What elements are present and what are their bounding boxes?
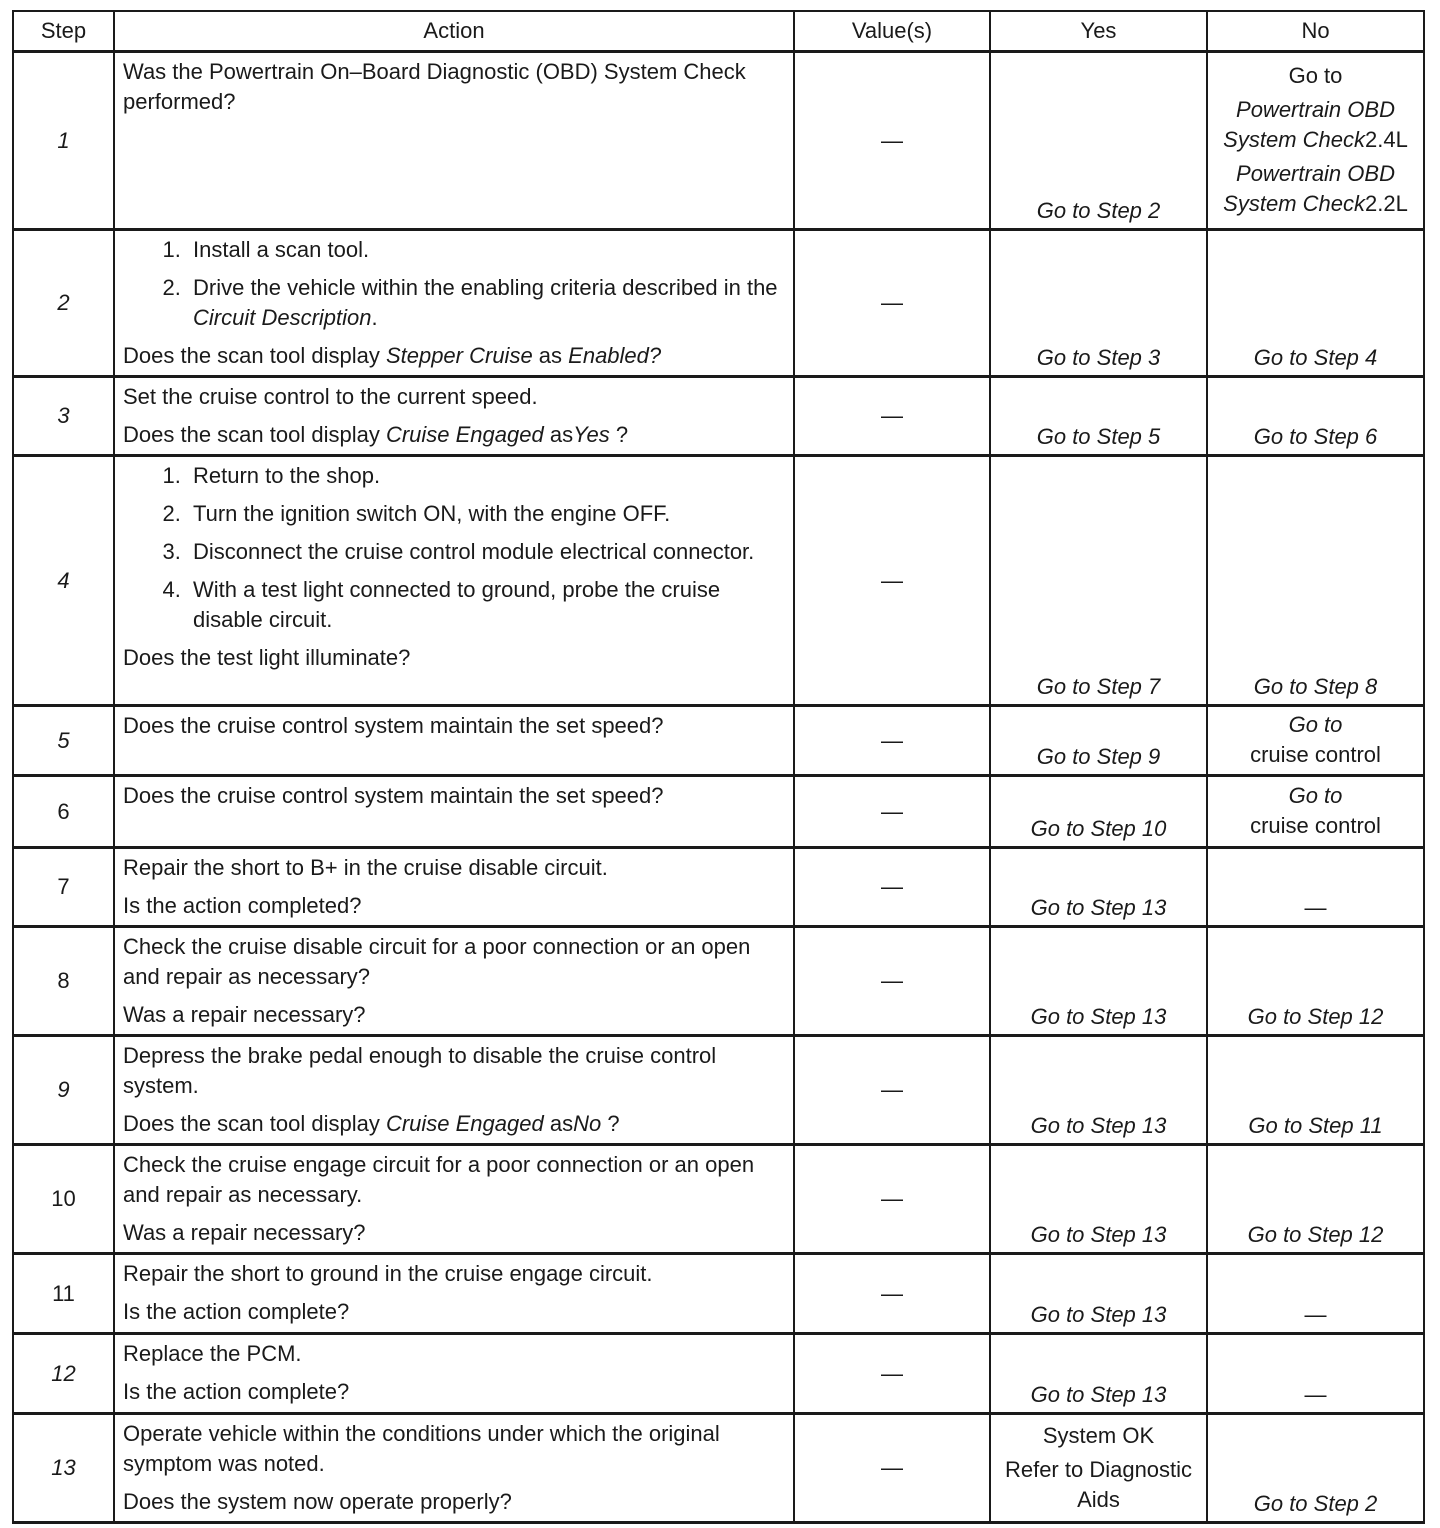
- no-cell: —: [1207, 848, 1424, 927]
- value-cell: —: [794, 1254, 990, 1334]
- action-step: 1. Install a scan tool.: [187, 235, 787, 265]
- action-line: Operate vehicle within the conditions under which the original symptom was noted.: [123, 1421, 720, 1476]
- action-cell: [114, 927, 794, 1036]
- no-cell[interactable]: Go to Step 8: [1207, 456, 1424, 706]
- table-row: [13, 927, 1424, 1036]
- value-cell: —: [794, 1145, 990, 1254]
- action-cell: [114, 1036, 794, 1145]
- action-question: Was a repair necessary?: [123, 1002, 366, 1027]
- table-row: [13, 848, 1424, 927]
- value-cell: —: [794, 776, 990, 848]
- yes-cell[interactable]: Go to Step 10: [990, 776, 1207, 848]
- no-cell[interactable]: [1207, 776, 1424, 848]
- action-question: Does the cruise control system maintain the set speed?: [123, 713, 664, 738]
- table-row: [13, 456, 1424, 706]
- action-question: Does the scan tool display Cruise Engaged asYes ?: [123, 422, 629, 447]
- header-yes: Yes: [990, 11, 1207, 52]
- step-number: 2: [13, 230, 114, 377]
- yes-cell[interactable]: Go to Step 3: [990, 230, 1207, 377]
- no-cell[interactable]: Go to Step 12: [1207, 1145, 1424, 1254]
- action-question: Is the action complete?: [123, 1379, 350, 1404]
- no-cell[interactable]: Go to Step 12: [1207, 927, 1424, 1036]
- no-cell: —: [1207, 1254, 1424, 1334]
- table-row: [13, 52, 1424, 230]
- table-row: [13, 776, 1424, 848]
- diagnostic-table: [12, 10, 1425, 1524]
- step-number: 3: [13, 377, 114, 456]
- action-steps: [123, 461, 787, 635]
- no-link-cruise-control[interactable]: cruise control: [1250, 741, 1381, 767]
- step-number: 13: [13, 1414, 114, 1523]
- no-cell[interactable]: Go to Step 11: [1207, 1036, 1424, 1145]
- step-number: 6: [13, 776, 114, 848]
- table-row: [13, 1036, 1424, 1145]
- action-line: Check the cruise disable circuit for a poor connection or an open and repair as necessary?: [123, 934, 751, 989]
- no-cell[interactable]: [1207, 706, 1424, 776]
- step-number: 10: [13, 1145, 114, 1254]
- value-cell: —: [794, 377, 990, 456]
- action-line: Repair the short to ground in the cruise engage circuit.: [123, 1261, 653, 1286]
- header-values: Value(s): [794, 11, 990, 52]
- table-row: [13, 230, 1424, 377]
- value-cell: —: [794, 1414, 990, 1523]
- action-cell: [114, 230, 794, 377]
- header-action: Action: [114, 11, 794, 52]
- header-row: [13, 11, 1424, 52]
- action-cell: [114, 776, 794, 848]
- no-link-obd-22[interactable]: Powertrain OBD System Check2.2L: [1223, 160, 1408, 216]
- yes-cell[interactable]: Go to Step 13: [990, 1036, 1207, 1145]
- action-step: 1. Return to the shop.: [187, 461, 787, 491]
- no-go-to: Go to: [1288, 782, 1343, 808]
- action-line: Check the cruise engage circuit for a poor connection or an open and repair as necessary.: [123, 1152, 755, 1207]
- no-go-to: Go to: [1288, 711, 1343, 737]
- yes-cell[interactable]: Go to Step 5: [990, 377, 1207, 456]
- step-number: 8: [13, 927, 114, 1036]
- table-row: [13, 1145, 1424, 1254]
- value-cell: —: [794, 1036, 990, 1145]
- no-go-to: Go to: [1288, 62, 1343, 88]
- value-cell: —: [794, 1334, 990, 1414]
- action-line: Repair the short to B+ in the cruise disable circuit.: [123, 855, 608, 880]
- table-row: [13, 377, 1424, 456]
- action-line: Replace the PCM.: [123, 1341, 302, 1366]
- action-cell: [114, 377, 794, 456]
- step-number: 4: [13, 456, 114, 706]
- action-question: Does the test light illuminate?: [123, 645, 411, 670]
- yes-cell[interactable]: Go to Step 9: [990, 706, 1207, 776]
- action-question: Was the Powertrain On–Board Diagnostic (OBD) System Check performed?: [123, 59, 746, 114]
- action-step: 3. Disconnect the cruise control module electrical connector.: [187, 537, 787, 567]
- table-row: [13, 1414, 1424, 1523]
- action-line: Set the cruise control to the current speed.: [123, 384, 538, 409]
- action-cell: [114, 456, 794, 706]
- value-cell: —: [794, 706, 990, 776]
- yes-cell[interactable]: Go to Step 13: [990, 1145, 1207, 1254]
- action-question: Does the scan tool display Stepper Cruise as Enabled?: [123, 343, 662, 368]
- yes-cell[interactable]: Go to Step 13: [990, 848, 1207, 927]
- action-cell: [114, 1254, 794, 1334]
- action-steps: [123, 235, 787, 333]
- action-question: Is the action completed?: [123, 893, 362, 918]
- yes-cell[interactable]: Go to Step 13: [990, 1334, 1207, 1414]
- action-cell: [114, 1145, 794, 1254]
- step-number: 12: [13, 1334, 114, 1414]
- yes-system-ok: System OK: [1042, 1423, 1155, 1448]
- action-step: 2. Drive the vehicle within the enabling criteria described in the Circuit Description.: [187, 273, 787, 333]
- no-link-obd-24[interactable]: Powertrain OBD System Check2.4L: [1223, 96, 1408, 152]
- action-question: Is the action complete?: [123, 1299, 350, 1324]
- table-row: [13, 706, 1424, 776]
- yes-cell[interactable]: Go to Step 7: [990, 456, 1207, 706]
- action-cell: [114, 1414, 794, 1523]
- no-cell[interactable]: Go to Step 2: [1207, 1414, 1424, 1523]
- action-cell: [114, 706, 794, 776]
- value-cell: —: [794, 848, 990, 927]
- yes-cell[interactable]: Go to Step 13: [990, 927, 1207, 1036]
- yes-cell[interactable]: Go to Step 13: [990, 1254, 1207, 1334]
- step-number: 9: [13, 1036, 114, 1145]
- yes-refer-diagnostic-aids[interactable]: Refer to Diagnostic Aids: [1004, 1457, 1193, 1512]
- step-number: 11: [13, 1254, 114, 1334]
- action-question: Does the scan tool display Cruise Engaged asNo ?: [123, 1111, 620, 1136]
- step-number: 5: [13, 706, 114, 776]
- value-cell: —: [794, 230, 990, 377]
- action-line: Depress the brake pedal enough to disable the cruise control system.: [123, 1043, 717, 1098]
- action-question: Does the system now operate properly?: [123, 1489, 512, 1514]
- action-question: Does the cruise control system maintain the set speed?: [123, 783, 664, 808]
- action-cell: [114, 52, 794, 230]
- action-question: Was a repair necessary?: [123, 1220, 366, 1245]
- no-cell[interactable]: Go to Step 4: [1207, 230, 1424, 377]
- value-cell: —: [794, 927, 990, 1036]
- value-cell: —: [794, 52, 990, 230]
- step-number: 1: [13, 52, 114, 230]
- no-cell[interactable]: Go to Step 6: [1207, 377, 1424, 456]
- step-number: 7: [13, 848, 114, 927]
- action-step: 4. With a test light connected to ground, probe the cruise disable circuit.: [187, 575, 787, 635]
- header-no: No: [1207, 11, 1424, 52]
- yes-cell[interactable]: [990, 1414, 1207, 1523]
- no-link-cruise-control[interactable]: cruise control: [1250, 812, 1381, 838]
- header-step: Step: [13, 11, 114, 52]
- action-cell: [114, 848, 794, 927]
- no-cell[interactable]: [1207, 52, 1424, 230]
- yes-cell[interactable]: Go to Step 2: [990, 52, 1207, 230]
- action-step: 2. Turn the ignition switch ON, with the engine OFF.: [187, 499, 787, 529]
- action-cell: [114, 1334, 794, 1414]
- table-row: [13, 1254, 1424, 1334]
- value-cell: —: [794, 456, 990, 706]
- table-row: [13, 1334, 1424, 1414]
- no-cell: —: [1207, 1334, 1424, 1414]
